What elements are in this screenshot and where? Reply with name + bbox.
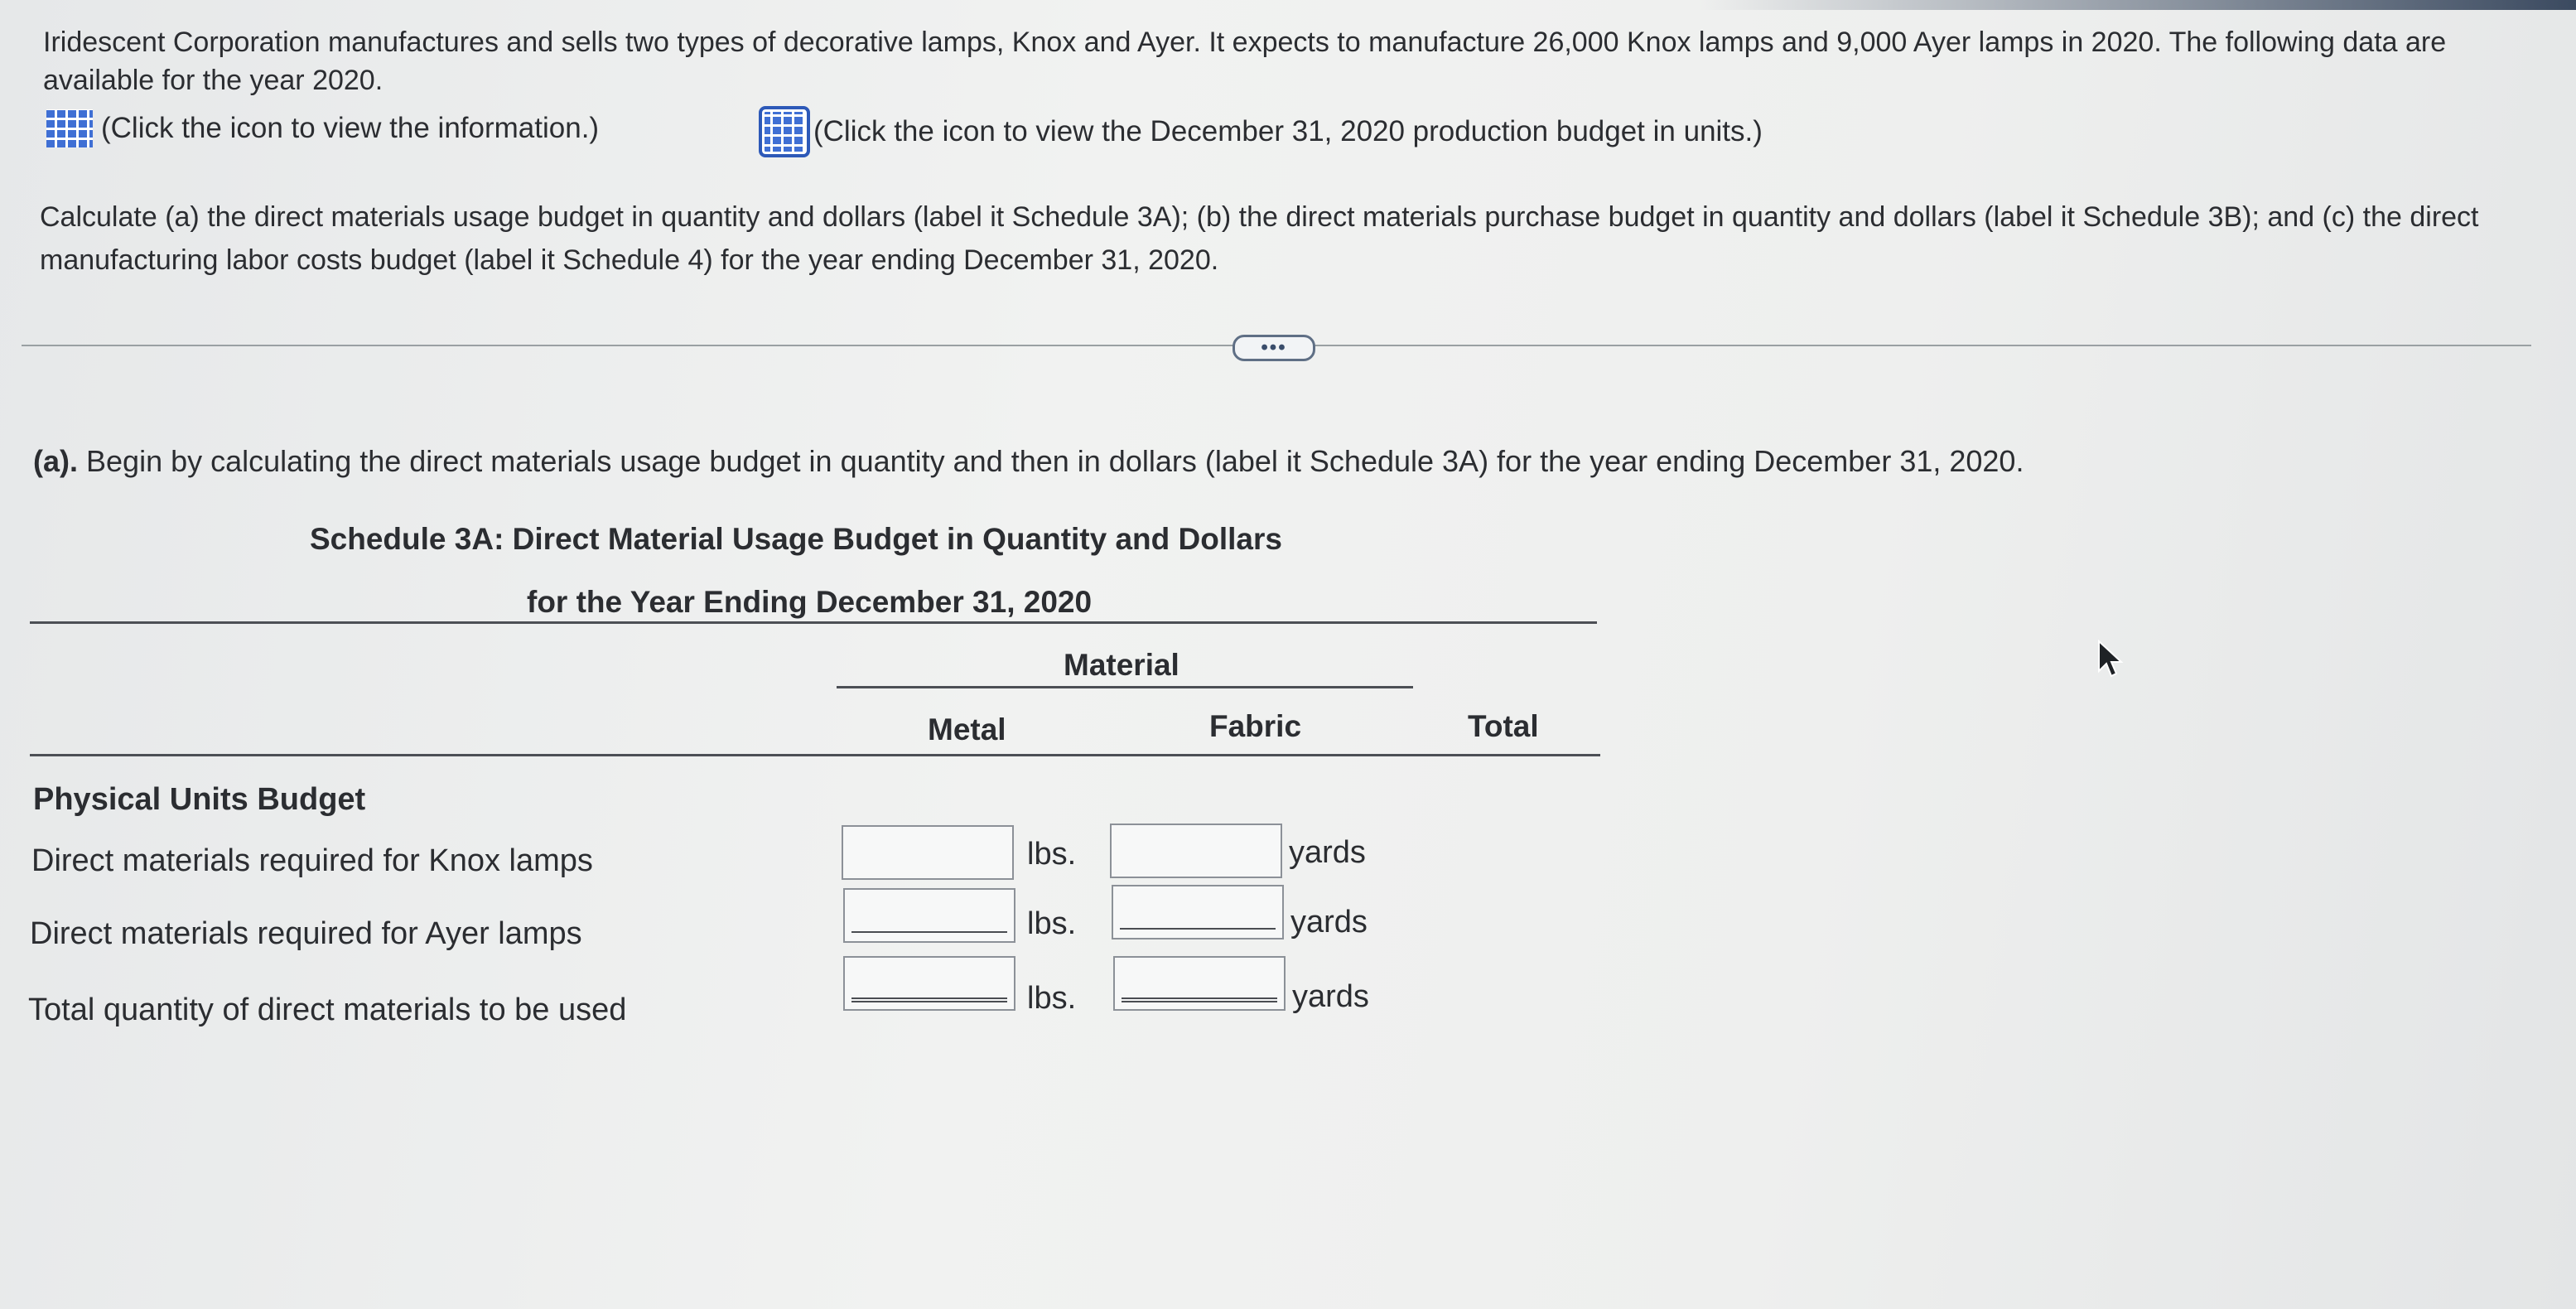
header-bottom-rule xyxy=(30,754,1600,756)
header-metal: Metal xyxy=(928,712,1006,746)
total-metal-input[interactable] xyxy=(843,956,1015,1011)
knox-metal-input[interactable] xyxy=(842,825,1014,880)
unit-yards: yards xyxy=(1292,979,1369,1014)
window-edge xyxy=(1698,0,2576,10)
row-label-knox: Direct materials required for Knox lamps xyxy=(31,843,593,878)
problem-intro: Iridescent Corporation manufactures and sells two types of decorative lamps, Knox and Ayer. It expects to manufacture 26,000 Knox lamps and 9,000 Ayer lamps in 2020. The following data are available for the year 2020. xyxy=(43,27,2447,96)
unit-lbs: lbs. xyxy=(1027,837,1077,872)
ayer-metal-field[interactable] xyxy=(845,890,1014,941)
header-material: Material xyxy=(1064,648,1179,682)
unit-lbs: lbs. xyxy=(1027,906,1077,941)
unit-yards: yards xyxy=(1289,835,1366,870)
ayer-fabric-input[interactable] xyxy=(1112,885,1284,939)
schedule-title: Schedule 3A: Direct Material Usage Budget in Quantity and Dollars xyxy=(310,522,1282,556)
info-link-1[interactable] xyxy=(46,109,599,147)
ayer-fabric-field[interactable] xyxy=(1113,886,1282,938)
more-button[interactable]: ••• xyxy=(1233,335,1315,361)
header-total: Total xyxy=(1468,709,1539,743)
mouse-cursor-icon xyxy=(2094,638,2127,679)
total-fabric-input[interactable] xyxy=(1113,956,1286,1011)
info-link-2[interactable] xyxy=(759,106,1763,157)
row-label-total-quantity: Total quantity of direct materials to be used xyxy=(28,993,627,1027)
part-a-prompt xyxy=(33,444,2024,479)
part-a-text: Begin by calculating the direct materials usage budget in quantity and then in dollars (label it Schedule 3A) for the year ending December 31, 2020. xyxy=(86,444,2024,478)
info-link-1-text[interactable]: (Click the icon to view the information.) xyxy=(101,112,600,144)
knox-metal-field[interactable] xyxy=(843,827,1012,878)
total-fabric-field[interactable] xyxy=(1115,958,1284,1009)
info-link-2-text[interactable]: (Click the icon to view the December 31, 2020 production budget in units.) xyxy=(813,115,1763,147)
table-icon[interactable] xyxy=(759,106,810,157)
header-fabric: Fabric xyxy=(1209,709,1302,743)
problem-instructions: Calculate (a) the direct materials usage budget in quantity and dollars (label it Schedule 3A); (b) the direct materials purchase budget in quantity and dollars (label it Schedule 3B); and (c) the direct manufacturing labor costs budget (label it Schedule 4) for the year ending December 31, 2020. xyxy=(40,201,2479,276)
table-top-rule xyxy=(30,621,1597,624)
knox-fabric-input[interactable] xyxy=(1110,824,1282,878)
unit-yards: yards xyxy=(1290,905,1368,939)
schedule-subtitle: for the Year Ending December 31, 2020 xyxy=(527,585,1093,619)
total-metal-field[interactable] xyxy=(845,958,1014,1009)
knox-fabric-field[interactable] xyxy=(1112,825,1281,877)
table-icon[interactable] xyxy=(46,109,93,147)
material-group-rule xyxy=(837,686,1413,688)
unit-lbs: lbs. xyxy=(1027,981,1077,1016)
part-a-label: (a). xyxy=(33,444,78,478)
row-label-ayer: Direct materials required for Ayer lamps xyxy=(30,916,582,951)
ayer-metal-input[interactable] xyxy=(843,888,1015,943)
section-physical-units: Physical Units Budget xyxy=(33,782,366,817)
